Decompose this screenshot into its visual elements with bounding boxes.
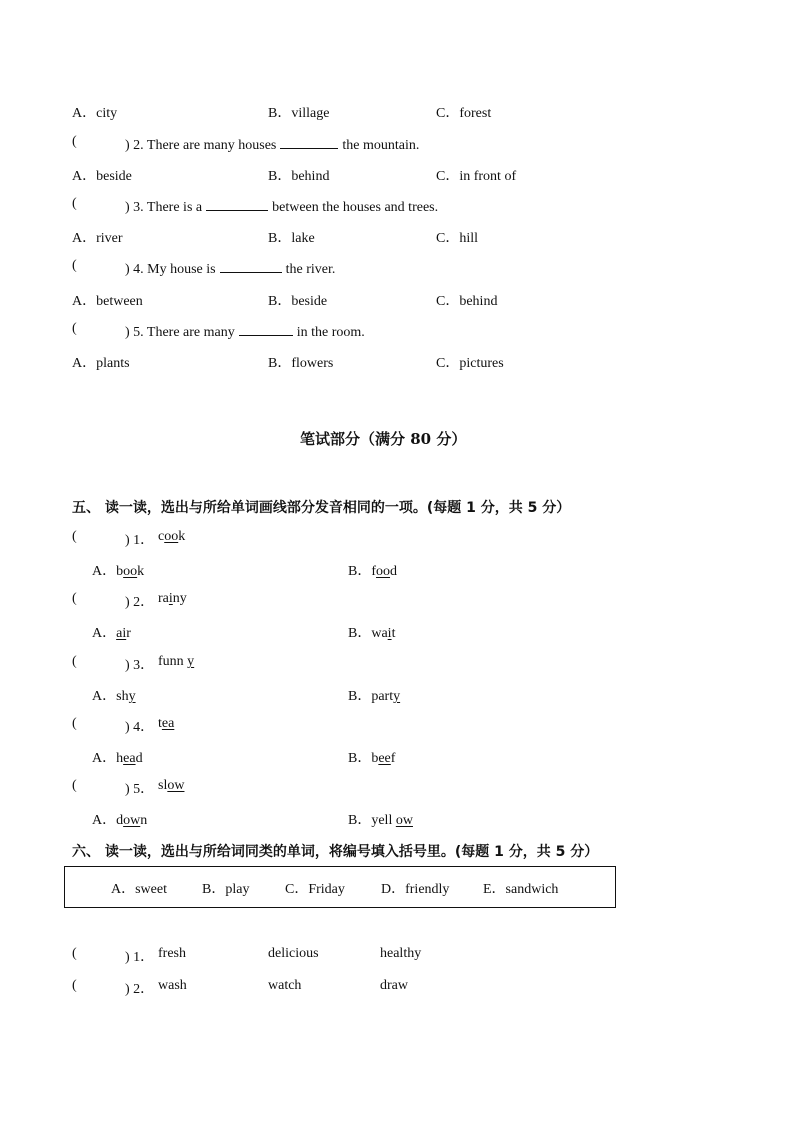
paren-open: ( [72,196,77,211]
underlined-letters: ow [167,778,185,793]
q3-option-a: A．river [72,231,123,246]
question-stem: ) 4. My house is [125,262,216,277]
target-word [158,529,185,545]
option-label: B． [348,564,372,579]
question-text [125,258,335,278]
word-part: b [371,751,379,766]
paren-open: ( [72,654,77,669]
target-word [158,778,184,794]
question-stem: ) 2. There are many houses [125,138,277,153]
underlined-letters: oo [123,564,138,579]
question-stem: ) 3. There is a [125,200,203,215]
word-bank-option-b: B．play [202,882,250,897]
word-part: n [140,813,148,828]
word-part: sh [116,689,129,704]
q1-option-b: B．village [268,106,330,121]
option-label: A． [92,564,117,579]
word-part: t [158,716,162,731]
word-part: b [116,564,124,579]
option-label: B． [348,689,372,704]
word-1: wash [158,978,187,993]
word-bank-option-a: A．sweet [111,882,167,897]
option-label: B． [348,751,372,766]
underlined-letters: ow [123,813,141,828]
answer-blank [206,196,268,211]
option-b [348,560,397,580]
option-a [92,685,136,705]
word-1: fresh [158,946,186,961]
word-3: draw [380,978,408,993]
word-part: sl [158,778,168,793]
word-part: d [116,813,124,828]
word-part: k [178,529,186,544]
word-part: k [137,564,145,579]
option-a [92,809,147,829]
question-tail: in the room. [296,325,365,340]
paren-open: ( [72,321,77,336]
option-a [92,747,143,767]
word-bank-option-d: D．friendly [381,882,450,897]
q5-option-a: A．plants [72,356,130,371]
paren-open: ( [72,946,77,961]
underlined-letters: y [393,689,401,704]
word-part: d [135,751,143,766]
option-a [92,560,144,580]
paren-open: ( [72,978,77,993]
q2-option-b: B．behind [268,169,330,184]
question-text [125,321,365,341]
answer-blank [220,258,282,273]
word-2: delicious [268,946,319,961]
item-number: ) 1． [125,533,155,548]
question-text [125,134,419,154]
word-bank-option-c: C．Friday [285,882,345,897]
option-label: A． [92,813,117,828]
word-3: healthy [380,946,422,961]
question-tail: the river. [285,262,336,277]
word-part: ny [172,591,187,606]
q3-option-c: C．hill [436,231,479,246]
word-part: yell [371,813,396,828]
q4-option-a: A．between [72,294,143,309]
word-part: r [126,626,131,641]
question-stem: ) 5. There are many [125,325,235,340]
word-part: funn [158,654,188,669]
paren-open: ( [72,258,77,273]
option-b [348,747,395,767]
paren-open: ( [72,716,77,731]
q5-option-c: C．pictures [436,356,504,371]
target-word [158,591,187,607]
option-label: B． [348,813,372,828]
word-part: c [158,529,165,544]
word-part: f [390,751,396,766]
word-part: wa [371,626,388,641]
q4-option-b: B．beside [268,294,328,309]
option-a [92,622,131,642]
q3-option-b: B．lake [268,231,315,246]
word-part: h [116,751,124,766]
item-number: ) 4． [125,720,155,735]
target-word [158,654,194,670]
underlined-letters: y [128,689,136,704]
q1-option-a: A．city [72,106,118,121]
row-number: ) 2． [125,982,155,997]
underlined-letters: oo [376,564,391,579]
paren-open: ( [72,591,77,606]
row-number: ) 1． [125,950,155,965]
word-2: watch [268,978,302,993]
option-label: B． [348,626,372,641]
option-b [348,809,413,829]
underlined-letters: ai [116,626,127,641]
item-number: ) 5． [125,782,155,797]
option-label: A． [92,689,117,704]
section-6-title: 六、 读一读，选出与所给词同类的单词，将编号填入括号里。(每题 1 分，共 5 分） [72,844,599,860]
answer-blank [280,134,338,149]
underlined-letters: y [187,654,195,669]
word-bank-box [64,866,616,908]
option-label: A． [92,751,117,766]
item-number: ) 3． [125,658,155,673]
item-number: ) 2． [125,595,155,610]
underlined-letters: ee [378,751,391,766]
word-part: ra [158,591,169,606]
section-5-title: 五、 读一读，选出与所给单词画线部分发音相同的一项。(每题 1 分，共 5 分） [72,500,571,516]
underlined-letters: ea [123,751,136,766]
q4-option-c: C．behind [436,294,498,309]
underlined-letters: i [387,626,392,641]
underlined-letters: oo [164,529,179,544]
option-b [348,622,395,642]
q2-option-a: A．beside [72,169,132,184]
paren-open: ( [72,778,77,793]
q5-option-b: B．flowers [268,356,334,371]
underlined-letters: ea [161,716,175,731]
question-text [125,196,438,216]
written-section-heading: 笔试部分（满分 80 分） [300,430,467,448]
underlined-letters: i [168,591,173,606]
q1-option-c: C．forest [436,106,492,121]
option-b [348,685,400,705]
word-part: d [390,564,398,579]
option-label: A． [92,626,117,641]
target-word [158,716,174,732]
word-part: f [371,564,377,579]
question-tail: the mountain. [342,138,420,153]
underlined-letters: ow [395,813,413,828]
question-tail: between the houses and trees. [272,200,439,215]
paren-open: ( [72,529,77,544]
answer-blank [239,321,293,336]
q2-option-c: C．in front of [436,169,517,184]
paren-open: ( [72,134,77,149]
word-bank-option-e: E．sandwich [483,882,559,897]
word-part: part [371,689,394,704]
word-part: t [391,626,396,641]
